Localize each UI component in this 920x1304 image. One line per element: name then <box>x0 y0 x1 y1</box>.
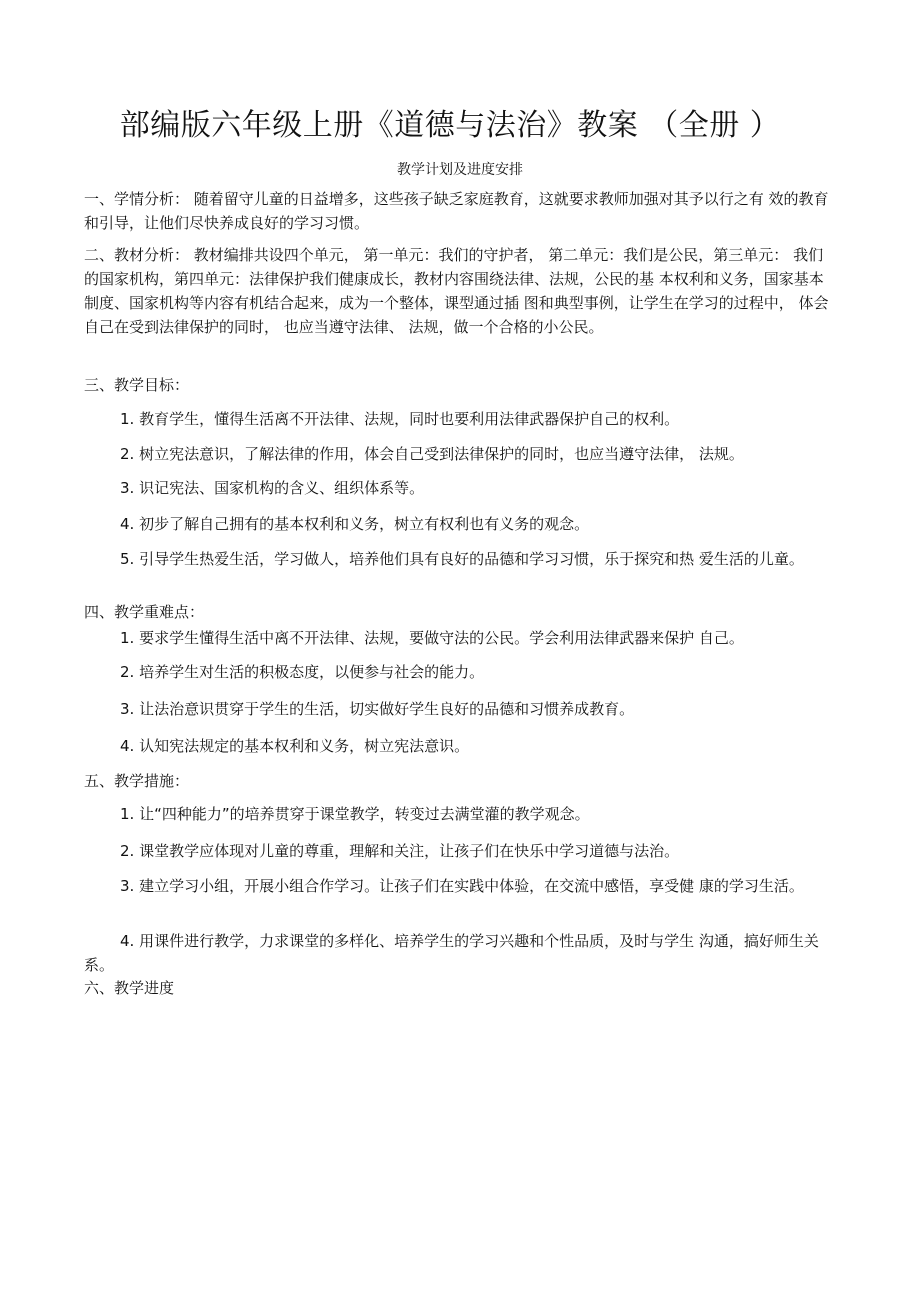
section-key-points-heading: 四、教学重难点： <box>84 603 205 621</box>
measure-item: 2. 课堂教学应体现对儿童的尊重，理解和关注，让孩子们在快乐中学习道德与法治。 <box>120 842 680 860</box>
key-point-item: 4. 认知宪法规定的基本权利和义务，树立宪法意识。 <box>120 737 470 755</box>
goal-item: 4. 初步了解自己拥有的基本权利和义务，树立有权利也有义务的观念。 <box>120 515 590 533</box>
document-title: 部编版六年级上册《道德与法治》教案 （全册 ） <box>119 108 781 143</box>
section-student-analysis: 一、学情分析： 随着留守儿童的日益增多，这些孩子缺乏家庭教育，这就要求教师加强对其予以行之有 效的教育和引导，让他们尽快养成良好的学习习惯。 <box>84 190 829 232</box>
goal-item: 3. 识记宪法、国家机构的含义、组织体系等。 <box>120 479 425 497</box>
section-progress-heading: 六、教学进度 <box>84 979 175 997</box>
section-teaching-goals-heading: 三、教学目标： <box>84 376 190 394</box>
measure-item: 3. 建立学习小组，开展小组合作学习。让孩子们在实践中体验，在交流中感悟，享受健 康的学习生活。 <box>120 877 804 895</box>
goal-item: 1. 教育学生，懂得生活离不开法律、法规，同时也要利用法律武器保护自己的权利。 <box>120 410 680 428</box>
measure-item: 4. 用课件进行教学，力求课堂的多样化、培养学生的学习兴趣和个性品质，及时与学生 沟通，搞好师生关系。 <box>84 932 819 974</box>
key-point-item: 3. 让法治意识贯穿于学生的生活，切实做好学生良好的品德和习惯养成教育。 <box>120 700 635 718</box>
key-point-item: 2. 培养学生对生活的积极态度，以便参与社会的能力。 <box>120 663 485 681</box>
goal-item: 5. 引导学生热爱生活，学习做人，培养他们具有良好的品德和学习习惯，乐于探究和热 爱生活的儿童。 <box>120 550 804 568</box>
document-subtitle: 教学计划及进度安排 <box>397 162 523 178</box>
section-textbook-analysis: 二、教材分析： 教材编排共设四个单元， 第一单元：我们的守护者， 第二单元：我们是公民，第三单元： 我们的国家机构，第四单元：法律保护我们健康成长，教材内容围绕法律、法规，公民的基 本权利和义务，国家基本制度、国家机构等内容有机结合起来，成为一个整体，课型通过插 图和典型事例，让学生在学习的过程中， 体会自己在受到法律保护的同时， 也应当遵守法律、 法规，做一个合格的小公民。 <box>84 246 829 336</box>
key-point-item: 1. 要求学生懂得生活中离不开法律、法规，要做守法的公民。学会利用法律武器来保护 自己。 <box>120 629 744 647</box>
goal-item: 2. 树立宪法意识，了解法律的作用，体会自己受到法律保护的同时，也应当遵守法律， 法规。 <box>120 445 744 463</box>
measure-item: 1. 让“四种能力”的培养贯穿于课堂教学，转变过去满堂灌的教学观念。 <box>120 805 590 823</box>
section-measures-heading: 五、教学措施： <box>84 772 190 790</box>
